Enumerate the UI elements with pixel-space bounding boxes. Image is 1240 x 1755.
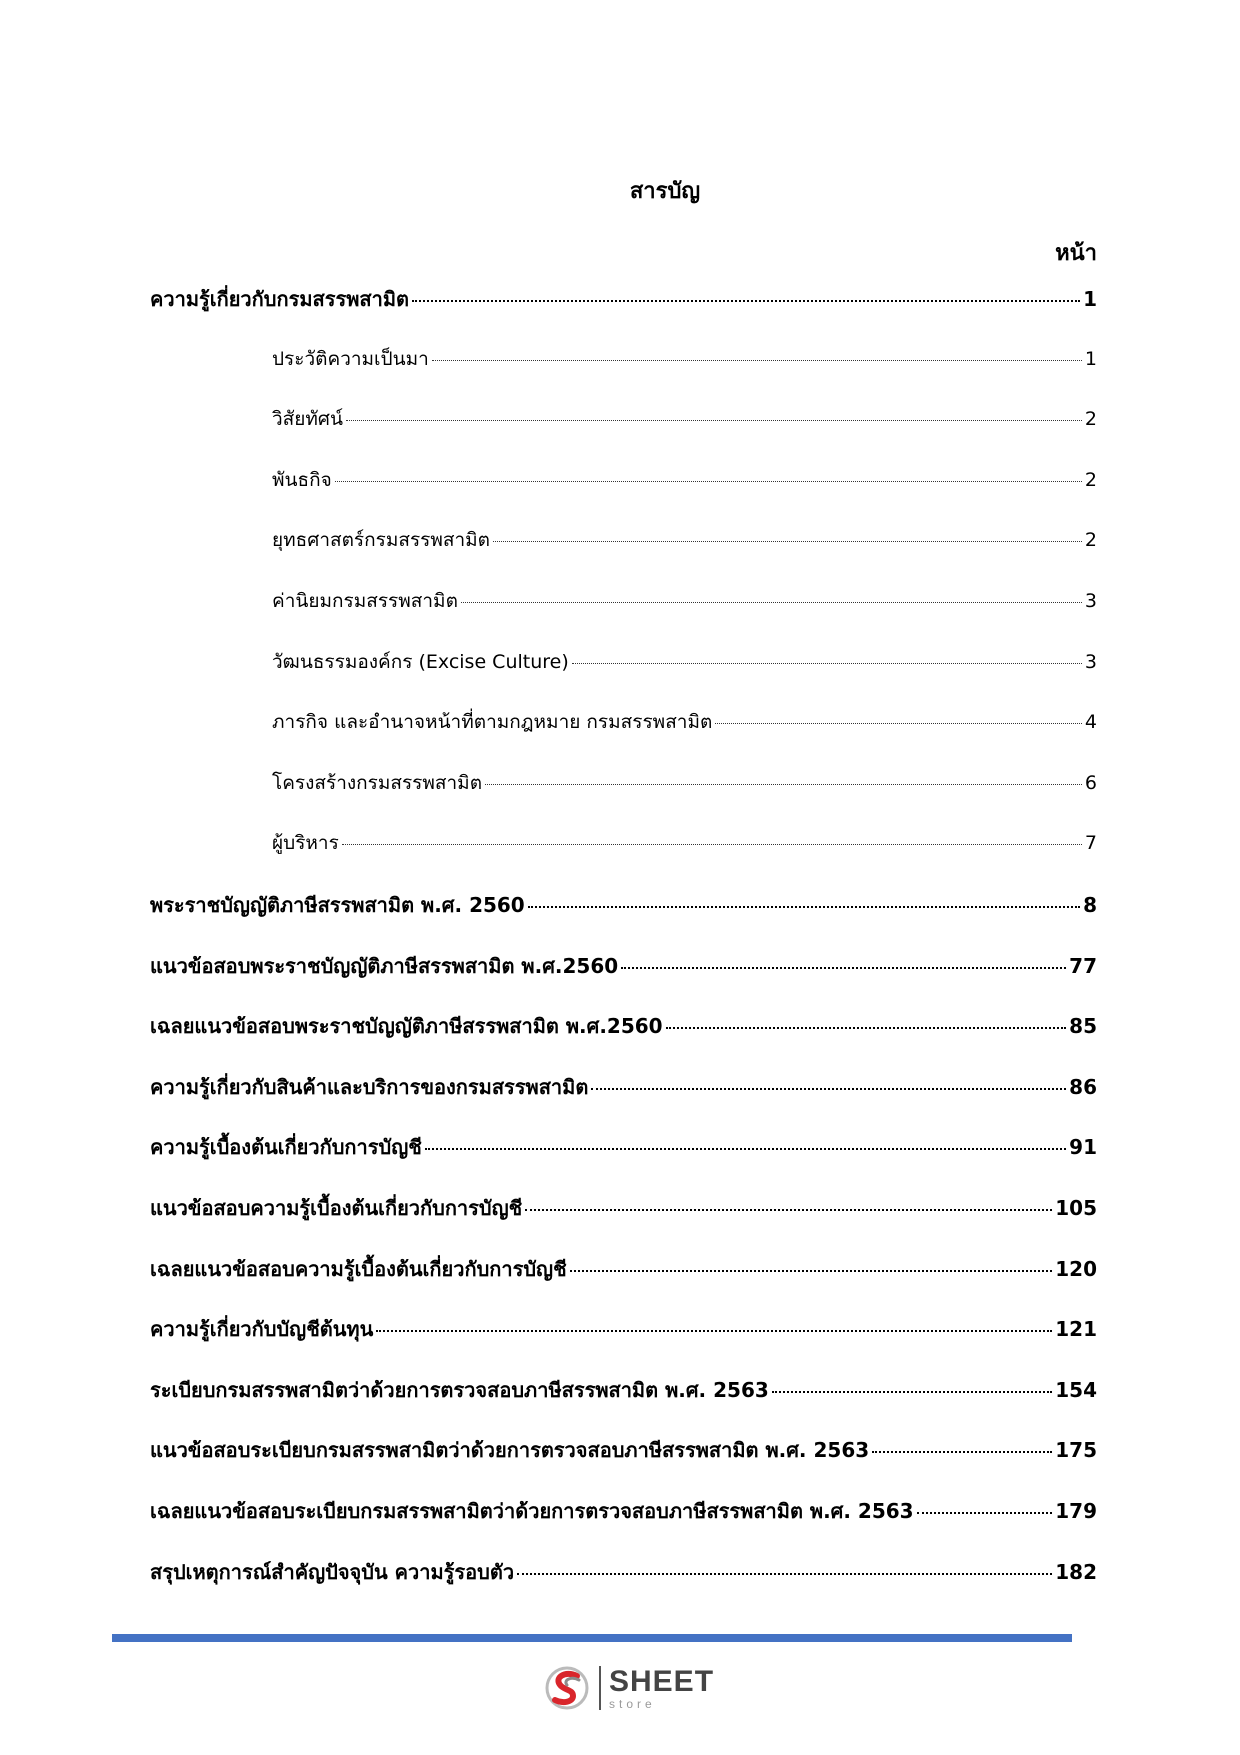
toc-entry-label: แนวข้อสอบระเบียบกรมสรรพสามิตว่าด้วยการตรวจสอบภาษีสรรพสามิต พ.ศ. 2563 (150, 1438, 870, 1463)
toc-entry-label: วัฒนธรรมองค์กร (Excise Culture) (272, 650, 569, 673)
footer-rule (112, 1634, 1072, 1642)
toc-entry-page-number: 7 (1084, 832, 1097, 855)
page-title: สารบัญ (629, 179, 701, 204)
toc-entry-main[interactable] (150, 889, 1097, 929)
dot-leader (772, 1390, 1052, 1393)
toc-entry-main[interactable] (150, 1010, 1097, 1050)
dot-leader (572, 662, 1082, 664)
toc-entry-page-number: 120 (1055, 1256, 1097, 1281)
toc-entry-main[interactable] (150, 1253, 1097, 1293)
toc-entry-label: ยุทธศาสตร์กรมสรรพสามิต (272, 529, 491, 552)
toc-entry-label: ความรู้เกี่ยวกับบัญชีต้นทุน (150, 1317, 374, 1342)
toc-entry-main[interactable] (150, 1495, 1097, 1535)
sheet-store-logo-icon (543, 1664, 591, 1712)
toc-entry-main[interactable] (150, 1071, 1097, 1111)
toc-entry-main[interactable] (150, 1192, 1097, 1232)
toc-entry-main[interactable] (150, 1131, 1097, 1171)
toc-entry-label: ระเบียบกรมสรรพสามิตว่าด้วยการตรวจสอบภาษีสรรพสามิต พ.ศ. 2563 (150, 1377, 769, 1402)
toc-entry-label: แนวข้อสอบความรู้เบื้องต้นเกี่ยวกับการบัญชี (150, 1196, 523, 1220)
dot-leader (346, 419, 1082, 421)
toc-entry-sub[interactable] (272, 525, 1097, 565)
toc-entry-sub[interactable] (272, 828, 1097, 868)
toc-entry-label: ภารกิจ และอำนาจหน้าที่ตามกฎหมาย กรมสรรพสามิต (272, 711, 713, 734)
toc-entry-main[interactable] (150, 1434, 1097, 1474)
toc-entry-main[interactable] (150, 283, 1097, 323)
toc-entry-page-number: 8 (1083, 893, 1097, 917)
toc-entry-main[interactable] (150, 950, 1097, 990)
toc-entry-label: ผู้บริหาร (272, 832, 339, 855)
toc-entry-label: โครงสร้างกรมสรรพสามิต (272, 771, 483, 794)
toc-entry-page-number: 3 (1084, 590, 1097, 612)
toc-entry-page-number: 4 (1084, 711, 1097, 734)
toc-entry-page-number: 2 (1084, 529, 1097, 552)
dot-leader (493, 540, 1082, 542)
toc-entry-sub[interactable] (272, 586, 1097, 626)
toc-entry-sub[interactable] (272, 707, 1097, 747)
footer-logo (543, 1660, 714, 1716)
toc-entry-label: วิสัยทัศน์ (272, 408, 343, 431)
dot-leader (666, 1026, 1067, 1029)
toc-entry-page-number: 2 (1084, 408, 1097, 431)
dot-leader (335, 480, 1082, 482)
logo-divider (599, 1666, 601, 1710)
toc-entry-page-number: 1 (1084, 347, 1097, 370)
toc-entry-label: สรุปเหตุการณ์สำคัญปัจจุบัน ความรู้รอบตัว (150, 1559, 515, 1584)
dot-leader (412, 299, 1080, 302)
page-column-header: หน้า (1055, 241, 1097, 266)
dot-leader (342, 843, 1082, 845)
dot-leader (917, 1511, 1053, 1514)
dot-leader (570, 1269, 1053, 1272)
toc-entry-page-number: 2 (1084, 468, 1097, 491)
toc-entry-sub[interactable] (272, 647, 1097, 687)
dot-leader (591, 1087, 1066, 1090)
toc-entry-sub[interactable] (272, 768, 1097, 808)
toc-entry-label: เฉลยแนวข้อสอบความรู้เบื้องต้นเกี่ยวกับการบัญชี (150, 1256, 567, 1281)
toc-entry-label: ค่านิยมกรมสรรพสามิต (272, 590, 458, 612)
toc-entry-page-number: 105 (1055, 1196, 1097, 1220)
dot-leader (461, 601, 1082, 603)
dot-leader (425, 1147, 1066, 1150)
dot-leader (528, 905, 1080, 908)
logo-name: SHEET (609, 1664, 715, 1698)
toc-entry-page-number: 3 (1084, 650, 1097, 673)
toc-entry-main[interactable] (150, 1313, 1097, 1353)
dot-leader (376, 1329, 1052, 1332)
toc-entry-page-number: 85 (1069, 1014, 1097, 1039)
toc-entry-page-number: 77 (1069, 953, 1097, 978)
toc-entry-page-number: 1 (1083, 287, 1097, 311)
toc-entry-label: พระราชบัญญัติภาษีสรรพสามิต พ.ศ. 2560 (150, 893, 525, 917)
toc-entry-page-number: 175 (1055, 1438, 1097, 1463)
logo-subtitle: store (609, 1696, 656, 1711)
toc-entry-page-number: 121 (1055, 1317, 1097, 1342)
dot-leader (872, 1450, 1052, 1453)
toc-entry-label: เฉลยแนวข้อสอบพระราชบัญญัติภาษีสรรพสามิต พ.ศ.2560 (150, 1014, 663, 1039)
toc-entry-page-number: 86 (1069, 1074, 1097, 1099)
toc-entry-main[interactable] (150, 1374, 1097, 1414)
toc-entry-sub[interactable] (272, 344, 1097, 384)
dot-leader (715, 722, 1082, 724)
toc-entry-page-number: 91 (1069, 1135, 1097, 1160)
toc-entry-label: ความรู้เกี่ยวกับกรมสรรพสามิต (150, 287, 409, 311)
toc-entry-sub[interactable] (272, 465, 1097, 505)
dot-leader (525, 1208, 1052, 1211)
toc-entry-page-number: 182 (1055, 1559, 1097, 1584)
dot-leader (485, 783, 1082, 785)
toc-entry-label: พันธกิจ (272, 468, 332, 491)
logo-text (609, 1664, 715, 1711)
toc-entry-page-number: 154 (1055, 1377, 1097, 1402)
dot-leader (432, 359, 1082, 361)
toc-entry-label: ความรู้เบื้องต้นเกี่ยวกับการบัญชี (150, 1135, 422, 1160)
toc-entry-label: ประวัติความเป็นมา (272, 347, 429, 370)
toc-entry-page-number: 179 (1055, 1499, 1097, 1523)
toc-entry-label: เฉลยแนวข้อสอบระเบียบกรมสรรพสามิตว่าด้วยการตรวจสอบภาษีสรรพสามิต พ.ศ. 2563 (150, 1499, 914, 1523)
toc-entry-page-number: 6 (1084, 771, 1097, 794)
dot-leader (621, 966, 1066, 969)
dot-leader (517, 1572, 1052, 1575)
toc-entry-label: ความรู้เกี่ยวกับสินค้าและบริการของกรมสรรพสามิต (150, 1074, 589, 1099)
toc-entry-sub[interactable] (272, 404, 1097, 444)
toc-entry-main[interactable] (150, 1556, 1097, 1596)
toc-entry-label: แนวข้อสอบพระราชบัญญัติภาษีสรรพสามิต พ.ศ.2560 (150, 953, 619, 978)
